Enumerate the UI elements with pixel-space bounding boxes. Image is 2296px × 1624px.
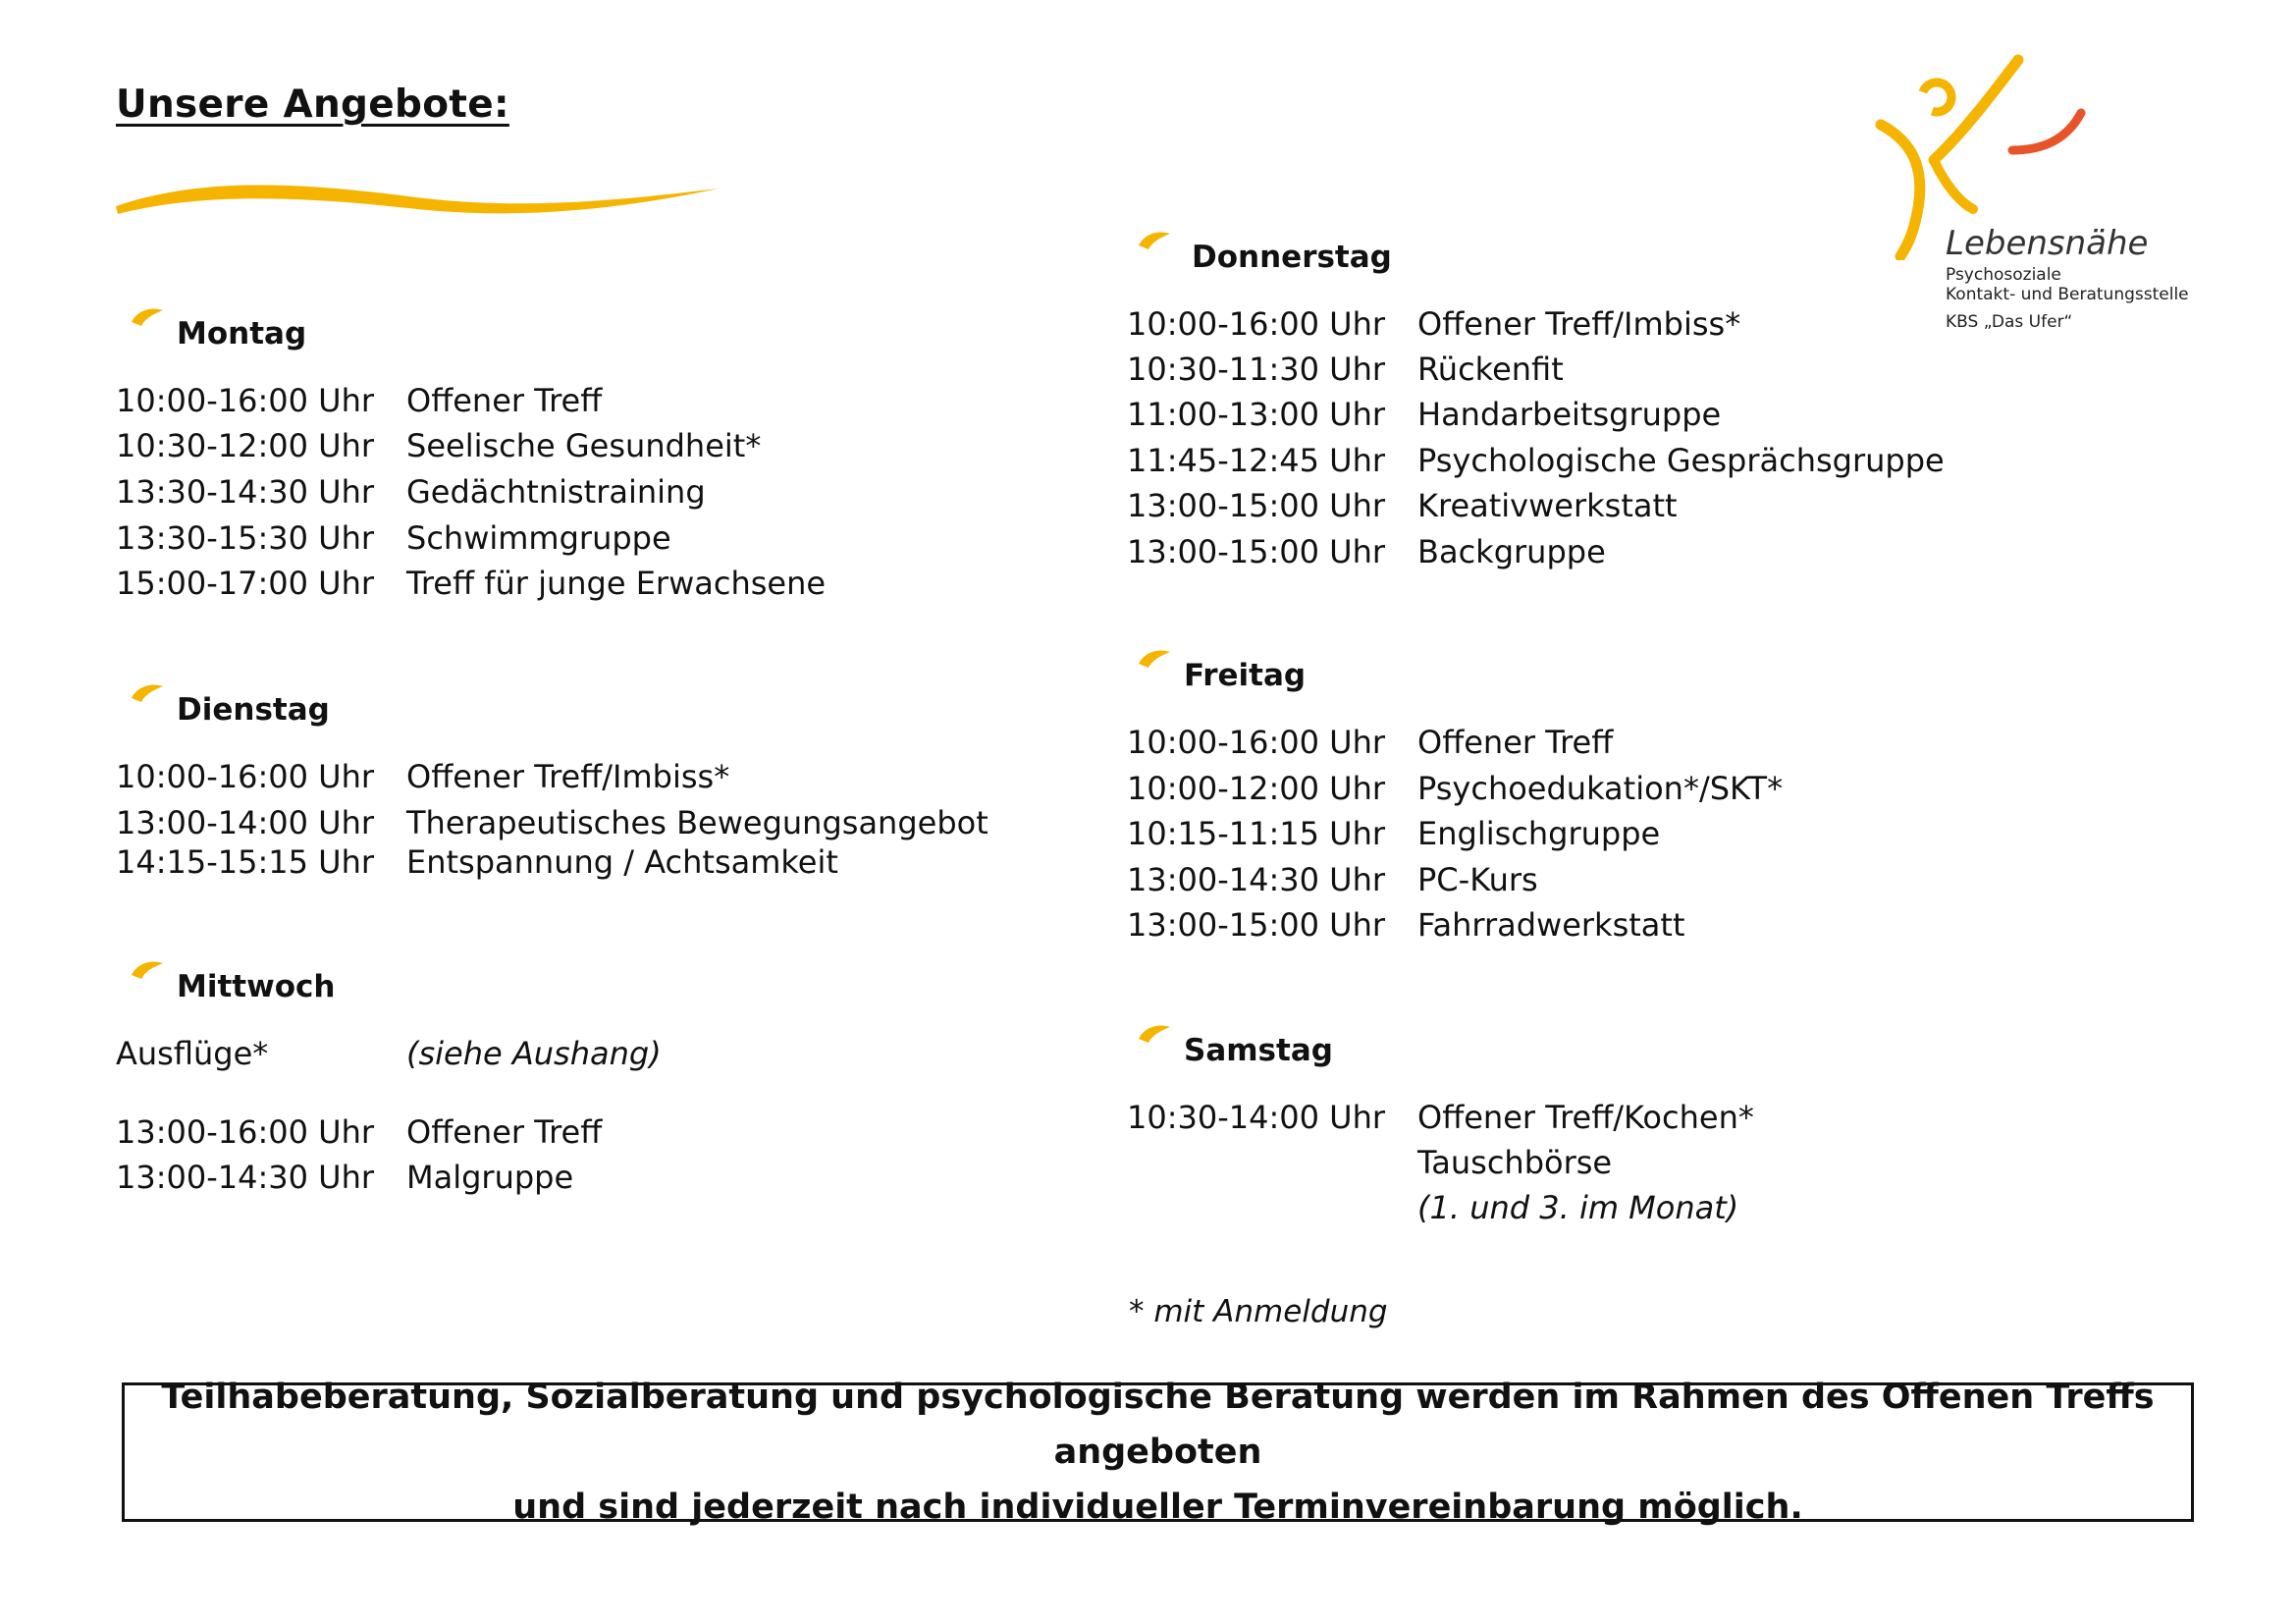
info-box xyxy=(122,1378,2194,1527)
activity: Offener Treff xyxy=(406,1113,603,1151)
day-marker-icon xyxy=(130,682,165,704)
activity: Rückenfit xyxy=(1417,351,1564,388)
activity: Psychoedukation*/SKT* xyxy=(1417,770,1784,807)
time-slot: 10:00-16:00 Uhr xyxy=(116,382,375,419)
activity: (siehe Aushang) xyxy=(406,1035,662,1072)
activity: Offener Treff/Imbiss* xyxy=(1417,305,1741,343)
activity: Offener Treff/Kochen* xyxy=(1417,1099,1754,1136)
day-name: Dienstag xyxy=(177,692,330,728)
activity: Backgruppe xyxy=(1417,533,1606,570)
decorative-wave xyxy=(114,175,722,224)
time-slot: 13:30-15:30 Uhr xyxy=(116,519,375,557)
day-name: Montag xyxy=(177,316,307,352)
footnote: * mit Anmeldung xyxy=(1129,1294,1388,1329)
activity: Seelische Gesundheit* xyxy=(406,427,762,464)
activity: Offener Treff xyxy=(406,382,603,419)
day-name: Donnerstag xyxy=(1192,240,1392,275)
day-name: Samstag xyxy=(1184,1033,1333,1068)
activity: Entspannung / Achtsamkeit xyxy=(406,843,838,881)
activity: Psychologische Gesprächsgruppe xyxy=(1417,442,1945,479)
info-line: Teilhabeberatung, Sozialberatung und psychologische Beratung werden im Rahmen des Offenen Treffs angeboten xyxy=(161,1378,2155,1472)
activity: Therapeutisches Bewegungsangebot xyxy=(406,804,988,841)
time-slot: 14:15-15:15 Uhr xyxy=(116,843,375,881)
time-slot: 11:00-13:00 Uhr xyxy=(1127,396,1386,433)
time-slot: Ausflüge* xyxy=(116,1035,269,1072)
time-slot: 10:15-11:15 Uhr xyxy=(1127,815,1386,852)
time-slot: 10:30-12:00 Uhr xyxy=(116,427,375,464)
logo-name: Lebensnähe xyxy=(1946,224,2149,263)
page-title: Unsere Angebote: xyxy=(116,82,509,127)
activity: Englischgruppe xyxy=(1417,815,1661,852)
info-line: und sind jederzeit nach individueller Terminvereinbarung möglich. xyxy=(512,1488,1803,1527)
time-slot: 13:30-14:30 Uhr xyxy=(116,473,375,511)
activity: Handarbeitsgruppe xyxy=(1417,396,1722,433)
time-slot: 13:00-16:00 Uhr xyxy=(116,1113,375,1151)
time-slot: 10:00-16:00 Uhr xyxy=(1127,305,1386,343)
time-slot: 15:00-17:00 Uhr xyxy=(116,565,375,602)
day-marker-icon xyxy=(1137,648,1172,670)
day-marker-icon xyxy=(130,959,165,981)
time-slot: 10:00-16:00 Uhr xyxy=(1127,724,1386,761)
time-slot: 13:00-14:30 Uhr xyxy=(116,1159,375,1196)
activity: Schwimmgruppe xyxy=(406,519,671,557)
time-slot: 10:00-16:00 Uhr xyxy=(116,758,375,795)
day-name: Freitag xyxy=(1184,658,1307,693)
day-marker-icon xyxy=(130,306,165,328)
activity: PC-Kurs xyxy=(1417,861,1538,898)
logo-subtitle: Psychosoziale xyxy=(1946,265,2061,285)
activity: Treff für junge Erwachsene xyxy=(406,565,827,602)
logo-subtitle: KBS „Das Ufer“ xyxy=(1946,312,2073,332)
activity: Kreativwerkstatt xyxy=(1417,487,1678,524)
time-slot: 13:00-15:00 Uhr xyxy=(1127,533,1386,570)
activity: Fahrradwerkstatt xyxy=(1417,906,1685,944)
time-slot: 11:45-12:45 Uhr xyxy=(1127,442,1386,479)
activity: Gedächtnistraining xyxy=(406,473,706,511)
activity: Offener Treff/Imbiss* xyxy=(406,758,730,795)
time-slot: 13:00-15:00 Uhr xyxy=(1127,906,1386,944)
time-slot: 10:30-11:30 Uhr xyxy=(1127,351,1386,388)
time-slot: 13:00-15:00 Uhr xyxy=(1127,487,1386,524)
activity: Offener Treff xyxy=(1417,724,1614,761)
activity: (1. und 3. im Monat) xyxy=(1417,1189,1739,1226)
time-slot: 10:00-12:00 Uhr xyxy=(1127,770,1386,807)
activity: Tauschbörse xyxy=(1417,1144,1613,1181)
day-name: Mittwoch xyxy=(177,969,336,1004)
time-slot: 10:30-14:00 Uhr xyxy=(1127,1099,1386,1136)
logo-subtitle: Kontakt- und Beratungsstelle xyxy=(1946,285,2189,304)
time-slot: 13:00-14:30 Uhr xyxy=(1127,861,1386,898)
day-marker-icon xyxy=(1137,1023,1172,1045)
time-slot: 13:00-14:00 Uhr xyxy=(116,804,375,841)
day-marker-icon xyxy=(1137,230,1172,251)
activity: Malgruppe xyxy=(406,1159,574,1196)
